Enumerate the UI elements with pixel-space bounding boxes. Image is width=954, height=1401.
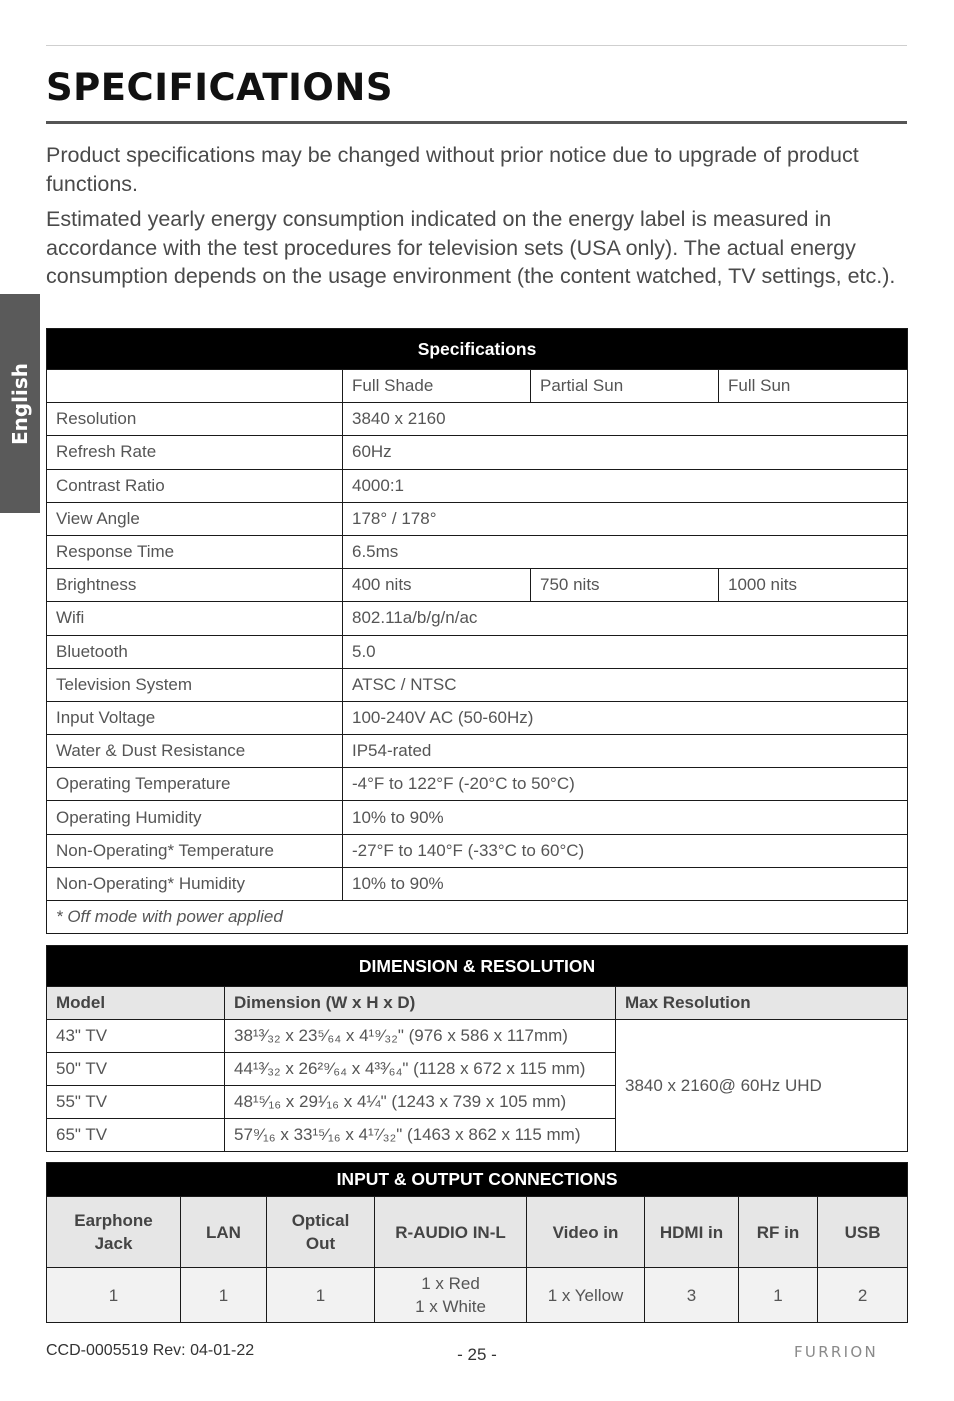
spec-value: 100-240V AC (50-60Hz) <box>343 701 908 734</box>
spec-label: Operating Humidity <box>47 801 343 834</box>
model-cell: 50" TV <box>47 1053 225 1086</box>
language-tab-label: English <box>8 362 32 446</box>
table-row <box>47 602 908 635</box>
model-cell: 43" TV <box>47 1020 225 1053</box>
input-output-table <box>46 1162 908 1323</box>
column-header-max-resolution: Max Resolution <box>616 987 908 1020</box>
spec-label: Response Time <box>47 535 343 568</box>
io-table-header: INPUT & OUTPUT CONNECTIONS <box>47 1163 908 1197</box>
max-resolution-cell: 3840 x 2160@ 60Hz UHD <box>616 1020 908 1152</box>
spec-value: 10% to 90% <box>343 867 908 900</box>
column-header: Partial Sun <box>531 370 719 403</box>
spec-value: IP54-rated <box>343 735 908 768</box>
table-row <box>47 635 908 668</box>
table-row <box>47 801 908 834</box>
usb-count: 2 <box>818 1268 908 1323</box>
r-audio-in-l-count: 1 x Red 1 x White <box>375 1268 527 1323</box>
hdmi-in-count: 3 <box>645 1268 739 1323</box>
column-header-optical-out: Optical Out <box>267 1197 375 1268</box>
earphone-jack-count: 1 <box>47 1268 181 1323</box>
optical-out-count: 1 <box>267 1268 375 1323</box>
spec-value: 6.5ms <box>343 535 908 568</box>
column-header-earphone-jack: Earphone Jack <box>47 1197 181 1268</box>
spec-value: 750 nits <box>531 569 719 602</box>
spec-label: Brightness <box>47 569 343 602</box>
table-row <box>47 867 908 900</box>
column-header-model: Model <box>47 987 225 1020</box>
model-cell: 65" TV <box>47 1119 225 1152</box>
dimension-cell: 38¹³⁄₃₂ x 23⁵⁄₆₄ x 4¹⁹⁄₃₂" (976 x 586 x 117mm) <box>225 1020 616 1053</box>
table-row <box>47 370 908 403</box>
table-footnote: * Off mode with power applied <box>47 901 908 934</box>
spec-value: 178° / 178° <box>343 502 908 535</box>
table-row <box>47 735 908 768</box>
spec-label: Non-Operating* Temperature <box>47 834 343 867</box>
language-tab <box>0 294 40 513</box>
table-row <box>47 535 908 568</box>
spec-label: Resolution <box>47 403 343 436</box>
spec-label: Bluetooth <box>47 635 343 668</box>
spec-value: -27°F to 140°F (-33°C to 60°C) <box>343 834 908 867</box>
table-row <box>47 436 908 469</box>
specifications-table-header: Specifications <box>47 329 908 370</box>
dimension-cell: 48¹⁵⁄₁₆ x 29¹⁄₁₆ x 4¼" (1243 x 739 x 105 mm) <box>225 1086 616 1119</box>
column-header-usb: USB <box>818 1197 908 1268</box>
column-header: Full Shade <box>343 370 531 403</box>
empty-cell <box>47 370 343 403</box>
intro-paragraph-1: Product specifications may be changed without prior notice due to upgrade of product functions. <box>46 143 859 196</box>
spec-label: Operating Temperature <box>47 768 343 801</box>
spec-value: ATSC / NTSC <box>343 668 908 701</box>
table-row <box>47 701 908 734</box>
spec-value: 400 nits <box>343 569 531 602</box>
spec-value: 3840 x 2160 <box>343 403 908 436</box>
dimension-cell: 57⁹⁄₁₆ x 33¹⁵⁄₁₆ x 4¹⁷⁄₃₂" (1463 x 862 x 115 mm) <box>225 1119 616 1152</box>
spec-label: Refresh Rate <box>47 436 343 469</box>
table-row <box>47 768 908 801</box>
table-row <box>47 668 908 701</box>
spec-value: 1000 nits <box>719 569 908 602</box>
table-row <box>47 469 908 502</box>
spec-value: 10% to 90% <box>343 801 908 834</box>
spec-label: Water & Dust Resistance <box>47 735 343 768</box>
page-title: SPECIFICATIONS <box>46 66 393 109</box>
spec-label: Non-Operating* Humidity <box>47 867 343 900</box>
document-code: CCD-0005519 Rev: 04-01-22 <box>46 1342 255 1359</box>
spec-label: Television System <box>47 668 343 701</box>
spec-value: 4000:1 <box>343 469 908 502</box>
spec-value: 60Hz <box>343 436 908 469</box>
column-header-video-in: Video in <box>527 1197 645 1268</box>
spec-label: Input Voltage <box>47 701 343 734</box>
spec-label: Wifi <box>47 602 343 635</box>
table-row <box>47 502 908 535</box>
table-row <box>47 403 908 436</box>
page-number: - 25 - <box>457 1345 497 1364</box>
spec-label: View Angle <box>47 502 343 535</box>
table-row <box>47 834 908 867</box>
column-header: Full Sun <box>719 370 908 403</box>
furrion-logo-text: FURRION <box>794 1343 879 1361</box>
table-row <box>47 1268 908 1323</box>
column-header-dimension: Dimension (W x H x D) <box>225 987 616 1020</box>
table-row <box>47 569 908 602</box>
video-in-count: 1 x Yellow <box>527 1268 645 1323</box>
furrion-logo <box>794 1341 907 1361</box>
model-cell: 55" TV <box>47 1086 225 1119</box>
column-header-hdmi-in: HDMI in <box>645 1197 739 1268</box>
intro-paragraph-2: Estimated yearly energy consumption indicated on the energy label is measured in accordance with the test procedures for television sets (USA only). The actual energy consumption depends on the usage environment (the content watched, TV settings, etc.). <box>46 207 896 288</box>
column-header-rf-in: RF in <box>739 1197 818 1268</box>
spec-value: -4°F to 122°F (-20°C to 50°C) <box>343 768 908 801</box>
rf-in-count: 1 <box>739 1268 818 1323</box>
dimension-cell: 44¹³⁄₃₂ x 26²⁹⁄₆₄ x 4³³⁄₆₄" (1128 x 672 x 115 mm) <box>225 1053 616 1086</box>
spec-value: 5.0 <box>343 635 908 668</box>
column-header-lan: LAN <box>181 1197 267 1268</box>
lan-count: 1 <box>181 1268 267 1323</box>
spec-value: 802.11a/b/g/n/ac <box>343 602 908 635</box>
dimension-table-header: DIMENSION & RESOLUTION <box>47 946 908 987</box>
top-divider <box>46 45 907 46</box>
title-underline <box>46 121 907 124</box>
spec-label: Contrast Ratio <box>47 469 343 502</box>
table-row <box>47 1020 908 1053</box>
specifications-table <box>46 328 908 934</box>
column-header-r-audio-in-l: R-AUDIO IN-L <box>375 1197 527 1268</box>
dimension-resolution-table <box>46 945 908 1152</box>
